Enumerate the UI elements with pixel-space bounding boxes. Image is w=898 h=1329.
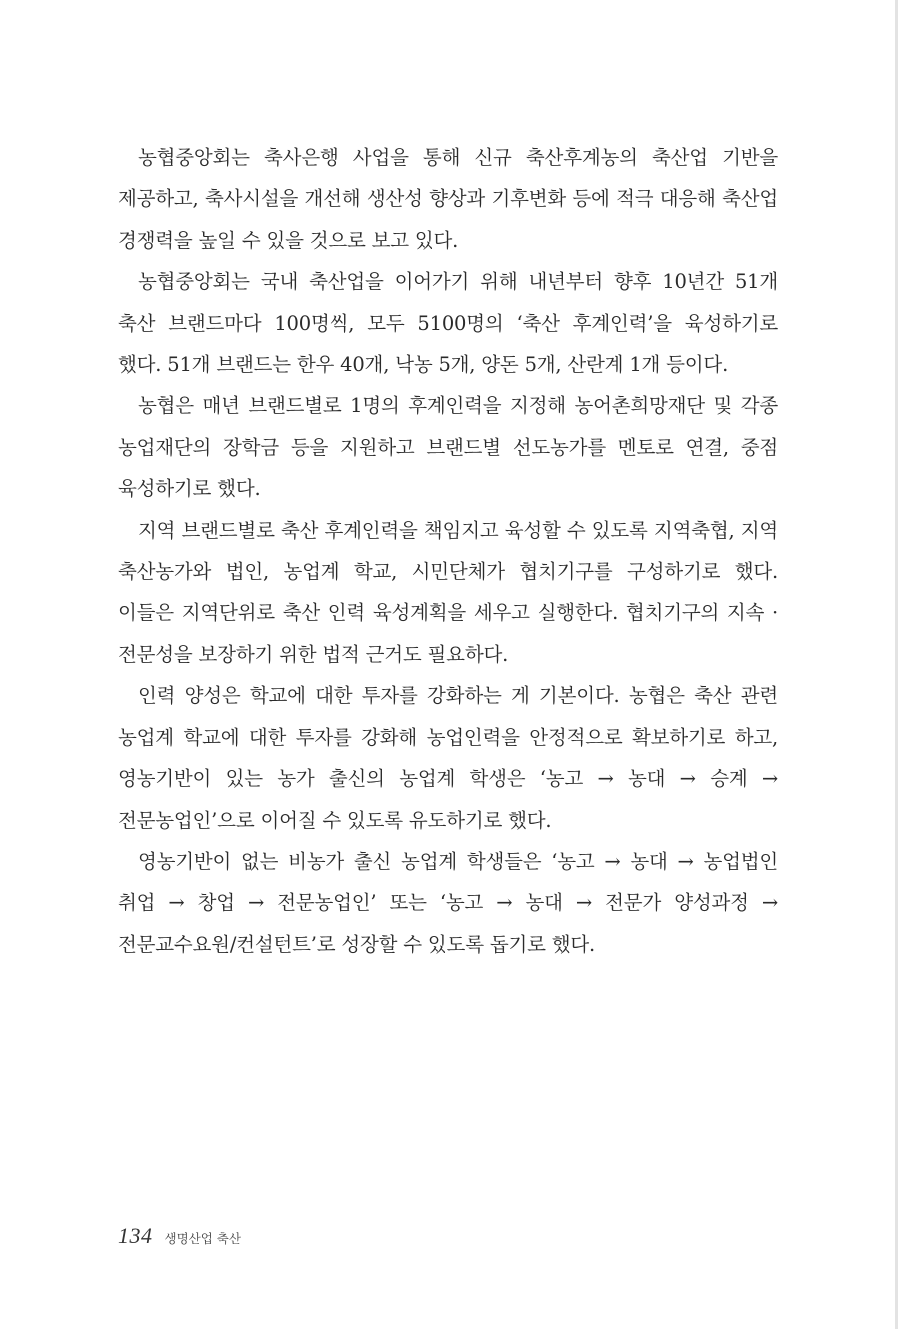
paragraph: 인력 양성은 학교에 대한 투자를 강화하는 게 기본이다. 농협은 축산 관련 농업계 학교에 대한 투자를 강화해 농업인력을 안정적으로 확보하기로 하고, 영농기반이 있는 농가 출신의 농업계 학생은 ‘농고 → 농대 → 승계 → 전문농업인’으로 이어질 수 있도록 유도하기로 했다. xyxy=(118,684,778,832)
running-head: 생명산업 축산 xyxy=(164,1231,241,1246)
paragraph: 영농기반이 없는 비농가 출신 농업계 학생들은 ‘농고 → 농대 → 농업법인 취업 → 창업 → 전문농업인’ 또는 ‘농고 → 농대 → 전문가 양성과정 → 전문교수요원/컨설턴트’로 성장할 수 있도록 돕기로 했다. xyxy=(118,849,778,956)
paragraph: 농협중앙회는 국내 축산업을 이어가기 위해 내년부터 향후 10년간 51개 축산 브랜드마다 100명씩, 모두 5100명의 ‘축산 후계인력’을 육성하기로 했다. 51개 브랜드는 한우 40개, 낙농 5개, 양돈 5개, 산란계 1개 등이다. xyxy=(118,270,778,377)
page-footer xyxy=(118,1223,241,1253)
paragraph: 농협은 매년 브랜드별로 1명의 후계인력을 지정해 농어촌희망재단 및 각종 농업재단의 장학금 등을 지원하고 브랜드별 선도농가를 멘토로 연결, 중점 육성하기로 했다. xyxy=(118,394,778,501)
paragraph: 농협중앙회는 축사은행 사업을 통해 신규 축산후계농의 축산업 기반을 제공하고, 축사시설을 개선해 생산성 향상과 기후변화 등에 적극 대응해 축산업 경쟁력을 높일 수 있을 것으로 보고 있다. xyxy=(118,146,778,252)
paragraph: 지역 브랜드별로 축산 후계인력을 책임지고 육성할 수 있도록 지역축협, 지역 축산농가와 법인, 농업계 학교, 시민단체가 협치기구를 구성하기로 했다. 이들은 지역단위로 축산 인력 육성계획을 세우고 실행한다. 협치기구의 지속 · 전문성을 보장하기 위한 법적 근거도 필요하다. xyxy=(118,518,778,666)
page-number: 134 xyxy=(118,1223,153,1248)
body-text xyxy=(118,137,778,965)
